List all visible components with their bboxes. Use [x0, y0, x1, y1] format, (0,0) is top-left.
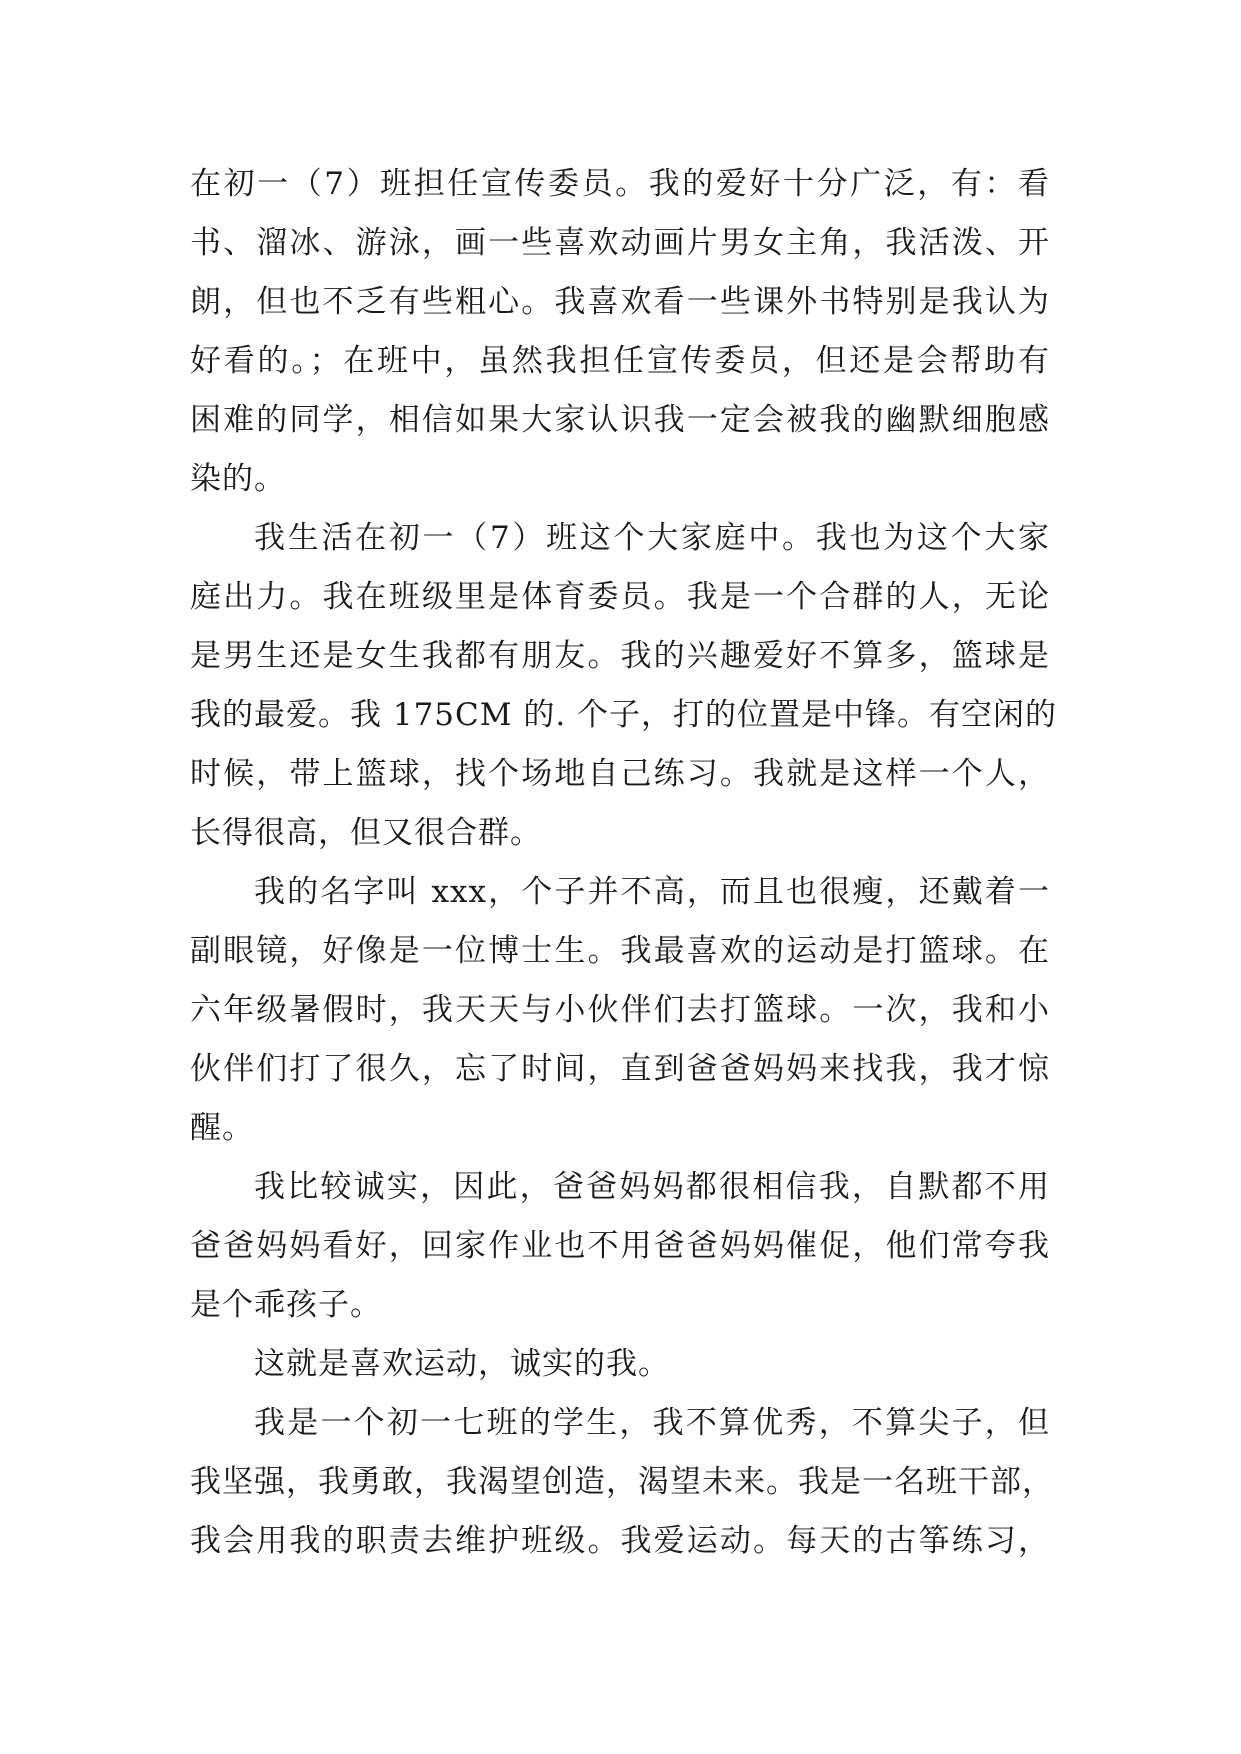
paragraph-first-line: 我的名字叫 xxx，个子并不高，而且也很瘦，还戴着一: [254, 874, 1050, 910]
text-line: 长得很高，但又很合群。: [190, 815, 542, 851]
text-line: 爸爸妈妈看好，回家作业也不用爸爸妈妈催促，他们常夸我: [190, 1228, 1050, 1264]
text-line: 我坚强，我勇敢，我渴望创造，渴望未来。我是一名班干部，: [190, 1464, 1054, 1500]
text-line: 朗，但也不乏有些粗心。我喜欢看一些课外书特别是我认为: [190, 284, 1050, 320]
text-line: 我会用我的职责去维护班级。我爱运动。每天的古筝练习，: [190, 1523, 1050, 1559]
text-line: 六年级暑假时，我天天与小伙伴们去打篮球。一次，我和小: [190, 992, 1050, 1028]
paragraph-first-line: 我比较诚实，因此，爸爸妈妈都很相信我，自默都不用: [254, 1169, 1050, 1205]
text-line: 染的。: [190, 461, 286, 497]
text-line: 困难的同学，相信如果大家认识我一定会被我的幽默细胞感: [190, 402, 1050, 438]
text-line: 副眼镜，好像是一位博士生。我最喜欢的运动是打篮球。在: [190, 933, 1050, 969]
text-line: 我的最爱。我 175CM 的. 个子，打的位置是中锋。有空闲的: [190, 697, 1058, 733]
text-line: 是男生还是女生我都有朋友。我的兴趣爱好不算多，篮球是: [190, 638, 1050, 674]
text-line: 在初一（7）班担任宣传委员。我的爱好十分广泛，有：看: [190, 166, 1050, 202]
paragraph-first-line: 我生活在初一（7）班这个大家庭中。我也为这个大家: [254, 520, 1050, 556]
text-line: 好看的。；在班中，虽然我担任宣传委员，但还是会帮助有: [190, 343, 1050, 379]
text-line: 时候，带上篮球，找个场地自己练习。我就是这样一个人，: [190, 756, 1050, 792]
text-line: 是个乖孩子。: [190, 1287, 382, 1323]
text-line: 醒。: [190, 1110, 254, 1146]
paragraph-first-line: 我是一个初一七班的学生，我不算优秀，不算尖子，但: [254, 1405, 1050, 1441]
text-line: 伙伴们打了很久，忘了时间，直到爸爸妈妈来找我，我才惊: [190, 1051, 1050, 1087]
text-line: 书、溜冰、游泳，画一些喜欢动画片男女主角，我活泼、开: [190, 225, 1050, 261]
paragraph-first-line: 这就是喜欢运动，诚实的我。: [254, 1346, 670, 1382]
text-line: 庭出力。我在班级里是体育委员。我是一个合群的人，无论: [190, 579, 1050, 615]
